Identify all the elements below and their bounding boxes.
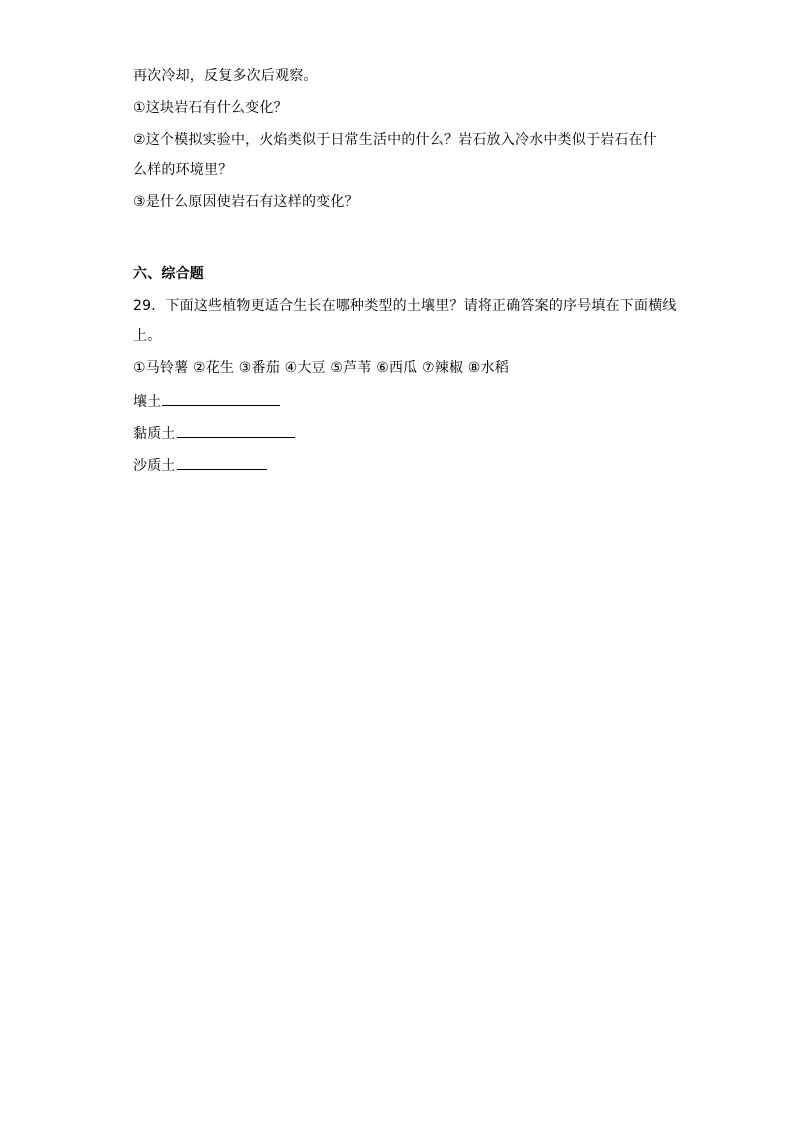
q28-text-line: 再次冷却，反复多次后观察。 [133,68,318,84]
soil-label-clay: 黏质土 [133,426,176,442]
answer-blank-loam[interactable] [162,391,280,406]
answer-blank-clay[interactable] [177,423,295,438]
q29-text-line1: 29．下面这些植物更适合生长在哪种类型的土壤里？请将正确答案的序号填在下面横线 [133,298,677,314]
answer-blank-sandy[interactable] [177,455,267,470]
q28-sub-question-3: ③是什么原因使岩石有这样的变化？ [133,194,359,210]
q28-sub-question-2-line1: ②这个模拟实验中，火焰类似于日常生活中的什么？岩石放入冷水中类似于岩石在什 [133,132,657,148]
q28-sub-question-1: ①这块岩石有什么变化？ [133,100,288,116]
answer-row-sandy [133,455,267,474]
q28-sub-question-2-line2: 么样的环境里？ [133,162,233,178]
q29-options: ①马铃薯 ②花生 ③番茄 ④大豆 ⑤芦苇 ⑥西瓜 ⑦辣椒 ⑧水稻 [133,360,509,376]
q29-text-line2: 上。 [133,328,162,344]
answer-row-clay [133,423,295,442]
section-heading: 六、综合题 [133,266,204,282]
soil-label-sandy: 沙质土 [133,458,176,474]
soil-label-loam: 壤土 [133,394,162,410]
answer-row-loam [133,391,280,410]
